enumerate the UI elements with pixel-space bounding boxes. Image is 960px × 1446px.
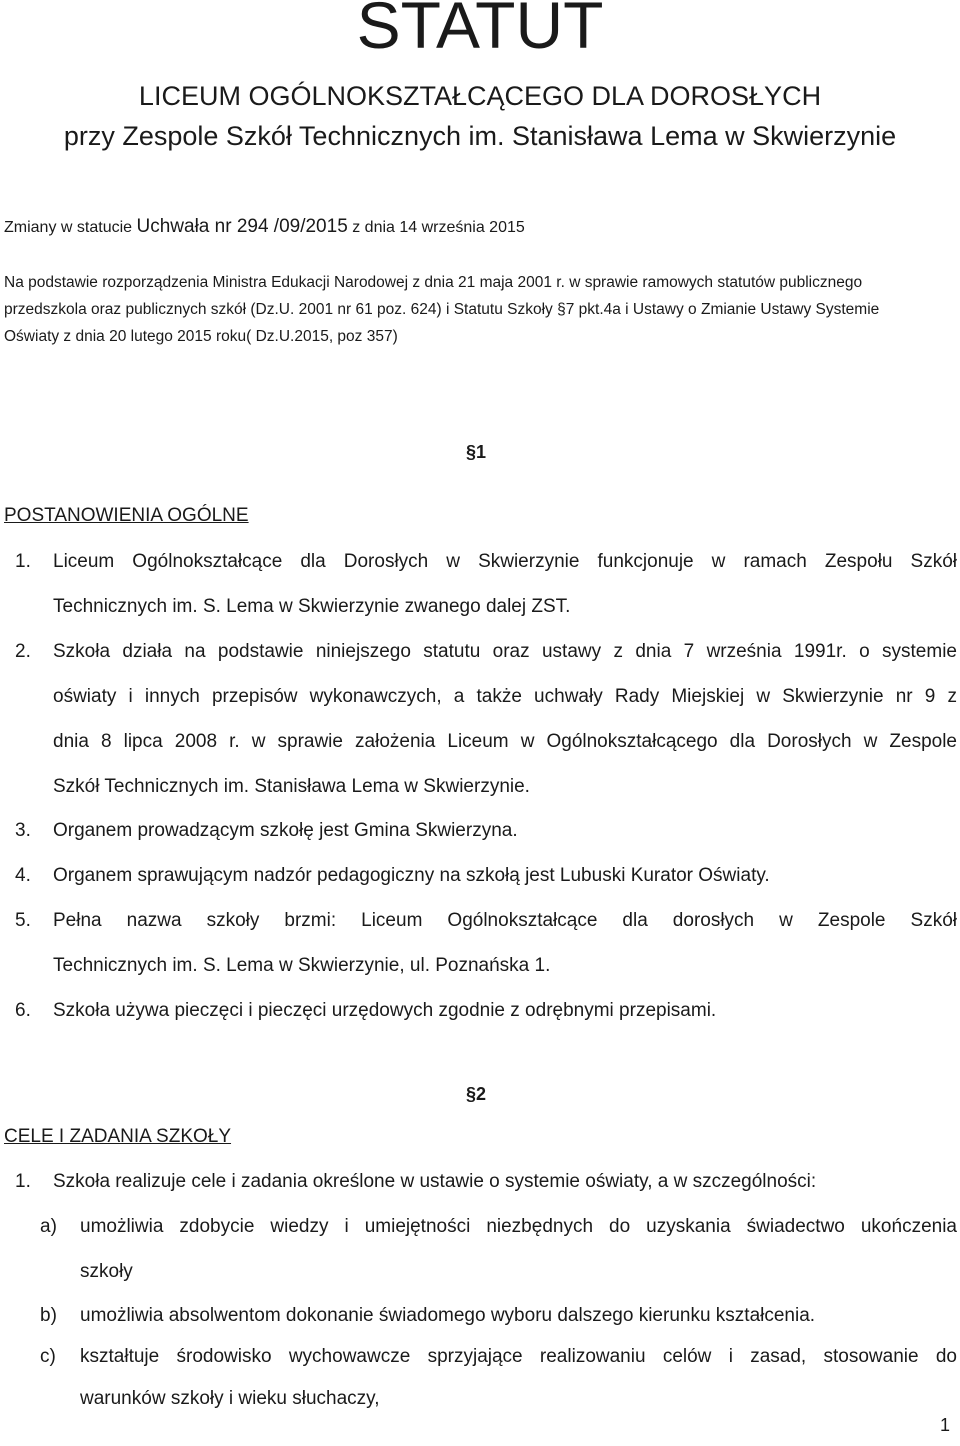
list-item-number: 2. — [15, 641, 31, 662]
list-item-text: dnia 8 lipca 2008 r. w sprawie założenia Liceum w Ogólnokształcącego dla Dorosłych w Zespole — [53, 731, 957, 752]
paragraph-number: §2 — [466, 1084, 487, 1104]
legal-basis-line: przedszkola oraz publicznych szkół (Dz.U. 2001 nr 61 poz. 624) i Statutu Szkoły §7 pkt.4a i Ustawy o Zmianie Ustawy Systemie — [4, 301, 880, 318]
section-heading: POSTANOWIENIA OGÓLNE — [4, 505, 249, 526]
sub-item-text: umożliwia absolwentom dokonanie świadomego wyboru dalszego kierunku kształcenia. — [80, 1305, 816, 1326]
list-item-text: Technicznych im. S. Lema w Skwierzynie, ul. Poznańska 1. — [53, 955, 551, 976]
list-item-number: 5. — [15, 910, 31, 931]
list-item-text: Szkoła działa na podstawie niniejszego statutu oraz ustawy z dnia 7 września 1991r. o systemie — [53, 641, 957, 662]
list-item-number: 6. — [15, 1000, 31, 1021]
list-item-number: 1. — [15, 551, 31, 572]
changes-resolution: Uchwała nr 294 /09/2015 — [136, 216, 348, 237]
legal-basis-line: Oświaty z dnia 20 lutego 2015 roku( Dz.U.2015, poz 357) — [4, 328, 398, 345]
changes-date: z dnia 14 września 2015 — [352, 219, 525, 236]
list-item-text: Szkoła używa pieczęci i pieczęci urzędowych zgodnie z odrębnymi przepisami. — [53, 1000, 717, 1021]
sub-item-text: szkoły — [80, 1261, 133, 1282]
sub-item-letter: c) — [40, 1346, 56, 1367]
sub-item-letter: a) — [40, 1216, 57, 1237]
changes-prefix: Zmiany w statucie — [4, 219, 133, 236]
sub-item-text: umożliwia zdobycie wiedzy i umiejętności niezbędnych do uzyskania świadectwo ukończenia — [80, 1216, 957, 1237]
list-item-number: 1. — [15, 1171, 31, 1192]
list-item-text: Organem prowadzącym szkołę jest Gmina Skwierzyna. — [53, 820, 518, 841]
list-item-number: 4. — [15, 865, 31, 886]
paragraph-number: §1 — [466, 442, 487, 462]
statute-changes — [4, 215, 525, 240]
list-item-text: Organem sprawującym nadzór pedagogiczny na szkołą jest Lubuski Kurator Oświaty. — [53, 865, 770, 886]
list-item-text: Szkół Technicznych im. Stanisława Lema w Skwierzynie. — [53, 776, 530, 797]
list-item-text: Szkoła realizuje cele i zadania określone w ustawie o systemie oświaty, a w szczególności: — [53, 1171, 817, 1192]
sub-item-text: warunków szkoły i wieku słuchaczy, — [80, 1388, 380, 1409]
school-name: LICEUM OGÓLNOKSZTAŁCĄCEGO DLA DOROSŁYCH — [138, 81, 822, 111]
school-affiliation: przy Zespole Szkół Technicznych im. Stanisława Lema w Skwierzynie — [63, 121, 897, 151]
legal-basis-line: Na podstawie rozporządzenia Ministra Edukacji Narodowej z dnia 21 maja 2001 r. w sprawie ramowych statutów publicznego — [4, 274, 863, 291]
section-heading: CELE I ZADANIA SZKOŁY — [4, 1126, 232, 1147]
document-title: STATUT — [356, 0, 604, 62]
list-item-text: Pełna nazwa szkoły brzmi: Liceum Ogólnokształcące dla dorosłych w Zespole Szkół — [53, 910, 957, 931]
list-item-text: Technicznych im. S. Lema w Skwierzynie zwanego dalej ZST. — [53, 596, 571, 617]
list-item-number: 3. — [15, 820, 31, 841]
sub-item-text: kształtuje środowisko wychowawcze sprzyjające realizowaniu celów i zasad, stosowanie do — [80, 1346, 957, 1367]
list-item-text: oświaty i innych przepisów wykonawczych, a także uchwały Rady Miejskiej w Skwierzynie nr 9 z — [53, 686, 957, 707]
page-number: 1 — [940, 1415, 951, 1435]
list-item-text: Liceum Ogólnokształcące dla Dorosłych w Skwierzynie funkcjonuje w ramach Zespołu Szkół — [53, 551, 957, 572]
sub-item-letter: b) — [40, 1305, 57, 1326]
